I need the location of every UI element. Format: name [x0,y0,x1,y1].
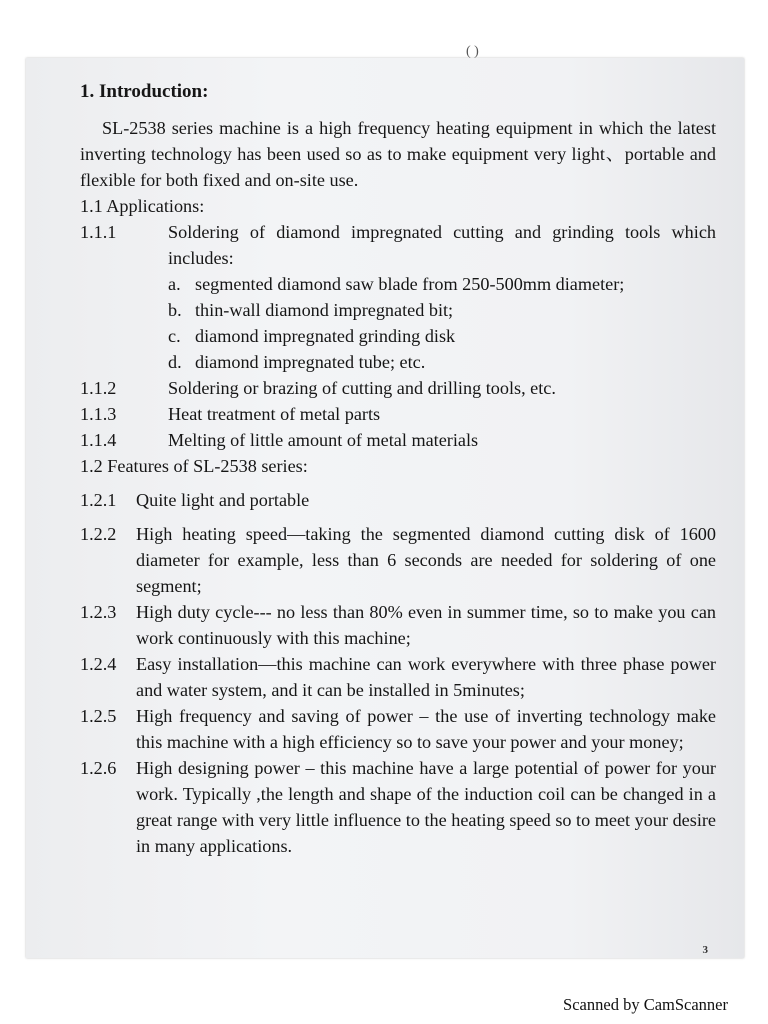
application-item-1-1-2 [80,375,716,401]
item-number: 1.2.6 [80,758,117,778]
application-subitem-b [80,297,716,323]
subitem-text: diamond impregnated grinding disk [195,326,456,346]
subitem-letter: c. [168,326,181,346]
feature-item-1-2-2 [80,521,716,599]
feature-item-1-2-3 [80,599,716,651]
item-text: Melting of little amount of metal materials [168,430,479,450]
item-text: Quite light and portable [136,490,310,510]
item-number: 1.1.1 [80,222,117,242]
feature-item-1-2-6 [80,755,716,859]
application-subitem-c [80,323,716,349]
section-heading-introduction: 1. Introduction: [80,81,209,102]
feature-item-1-2-4 [80,651,716,703]
applications-heading: 1.1 Applications: [80,196,205,216]
application-item-1-1-1 [80,219,716,271]
item-number: 1.2.2 [80,524,117,544]
subitem-text: thin-wall diamond impregnated bit; [195,300,454,320]
subitem-text: diamond impregnated tube; etc. [195,352,426,372]
clipped-top-text: ( ) [466,44,479,59]
item-text: High heating speed—taking the segmented diamond cutting disk of 1600 diameter for example, less than 6 seconds are needed for soldering of one segment; [136,524,716,596]
features-heading: 1.2 Features of SL-2538 series: [80,456,308,476]
item-text: High frequency and saving of power – the use of inverting technology make this machine with a high efficiency so to save your power and your money; [136,706,716,752]
item-number: 1.1.4 [80,430,117,450]
item-number: 1.1.2 [80,378,117,398]
item-text: High duty cycle--- no less than 80% even in summer time, so to make you can work continuously with this machine; [136,602,716,648]
item-number: 1.2.1 [80,490,117,510]
item-text: Soldering or brazing of cutting and drilling tools, etc. [168,378,556,398]
page-content [80,80,716,859]
feature-item-1-2-5 [80,703,716,755]
scanned-page [26,44,744,958]
subitem-letter: d. [168,352,182,372]
item-number: 1.1.3 [80,404,117,424]
scanner-watermark: Scanned by CamScanner [563,995,728,1014]
application-item-1-1-3 [80,401,716,427]
application-subitem-d [80,349,716,375]
page-number: 3 [702,944,708,956]
application-item-1-1-4 [80,427,716,453]
item-text: High designing power – this machine have a large potential of power for your work. Typically ,the length and shape of the induction coil can be changed in a great range with very little influence to the heating speed so to meet your desire in many applications. [136,758,716,856]
item-text: Soldering of diamond impregnated cutting and grinding tools which includes: [168,222,716,268]
subitem-letter: a. [168,274,181,294]
item-number: 1.2.4 [80,654,117,674]
feature-item-1-2-1 [80,487,716,513]
item-number: 1.2.5 [80,706,117,726]
subitem-text: segmented diamond saw blade from 250-500mm diameter; [195,274,625,294]
item-text: Easy installation—this machine can work everywhere with three phase power and water system, and it can be installed in 5minutes; [136,654,716,700]
subitem-letter: b. [168,300,182,320]
item-number: 1.2.3 [80,602,117,622]
application-subitem-a [80,271,716,297]
item-text: Heat treatment of metal parts [168,404,381,424]
intro-paragraph: SL-2538 series machine is a high frequency heating equipment in which the latest inverting technology has been used so as to make equipment very light、portable and flexible for both fixed and on-site use. [80,118,716,190]
